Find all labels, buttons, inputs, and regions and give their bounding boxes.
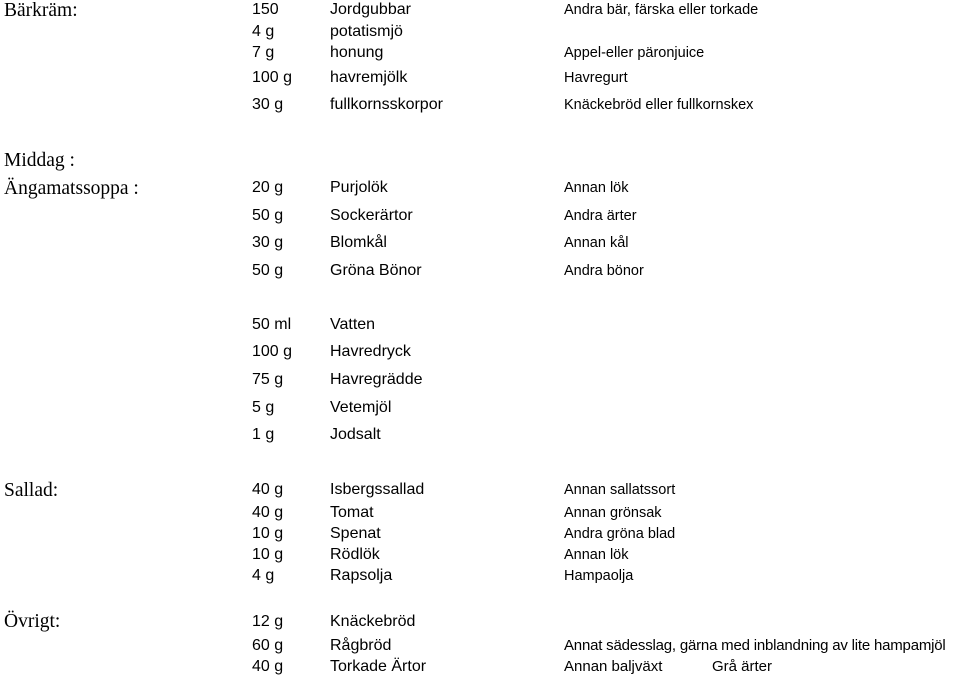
qty-cell: 75 g	[252, 371, 284, 388]
qty-cell: 50 ml	[252, 316, 292, 333]
ingredient-cell: Isbergssallad	[330, 481, 425, 498]
alternative-cell: Appel-eller päronjuice	[564, 45, 705, 61]
qty-cell: 10 g	[252, 546, 284, 563]
qty-cell: 50 g	[252, 207, 284, 224]
ingredient-cell: Spenat	[330, 525, 381, 542]
alternative-cell: Knäckebröd eller fullkornskex	[564, 97, 754, 113]
alternative-cell: Annan grönsak	[564, 505, 662, 521]
alternative-cell: Annan sallatssort	[564, 482, 676, 498]
alternative-cell-secondary: Grå ärter	[712, 658, 773, 675]
qty-cell: 30 g	[252, 234, 284, 251]
ingredient-cell: Jodsalt	[330, 426, 381, 443]
qty-cell: 100 g	[252, 69, 293, 86]
ingredient-cell: Vatten	[330, 316, 376, 333]
alternative-cell: Annan kål	[564, 235, 629, 251]
ingredient-cell: Vetemjöl	[330, 399, 392, 416]
alternative-cell: Andra bär, färska eller torkade	[564, 2, 759, 18]
qty-cell: 100 g	[252, 343, 293, 360]
qty-cell: 40 g	[252, 481, 284, 498]
ingredient-cell: Jordgubbar	[330, 1, 411, 18]
alternative-cell: Annan lök	[564, 180, 629, 196]
dish-heading-angamatssoppa: Ängamatssoppa :	[4, 178, 139, 199]
qty-cell: 40 g	[252, 658, 284, 675]
ingredient-cell: Blomkål	[330, 234, 387, 251]
alternative-cell: Annat sädesslag, gärna med inblandning av lite hampamjöl	[564, 637, 946, 654]
ingredient-cell: Havredryck	[330, 343, 411, 360]
ingredient-cell: fullkornsskorpor	[330, 96, 443, 113]
qty-cell: 60 g	[252, 637, 284, 654]
section-heading-middag: Middag :	[4, 150, 75, 171]
qty-cell: 12 g	[252, 613, 284, 630]
qty-cell: 1 g	[252, 426, 275, 443]
qty-cell: 30 g	[252, 96, 284, 113]
ingredient-cell: Torkade Ärtor	[330, 658, 427, 675]
qty-cell: 4 g	[252, 23, 275, 40]
ingredient-cell: Havregrädde	[330, 371, 423, 388]
alternative-cell: Annan baljväxt	[564, 658, 663, 675]
alternative-cell: Andra bönor	[564, 263, 644, 279]
ingredient-cell: Gröna Bönor	[330, 262, 422, 279]
qty-cell: 4 g	[252, 567, 275, 584]
ingredient-cell: havremjölk	[330, 69, 408, 86]
alternative-cell: Annan lök	[564, 547, 629, 563]
ingredient-cell: Rågbröd	[330, 637, 392, 654]
qty-cell: 40 g	[252, 504, 284, 521]
alternative-cell: Andra ärter	[564, 208, 637, 224]
alternative-cell: Andra gröna blad	[564, 526, 676, 542]
ingredient-cell: Rödlök	[330, 546, 380, 563]
qty-cell: 50 g	[252, 262, 284, 279]
qty-cell: 7 g	[252, 44, 275, 61]
ingredient-cell: Knäckebröd	[330, 613, 416, 630]
section-heading-barkram: Bärkräm:	[4, 0, 78, 21]
ingredient-cell: honung	[330, 44, 384, 61]
qty-cell: 5 g	[252, 399, 275, 416]
ingredient-cell: Purjolök	[330, 179, 388, 196]
ingredient-cell: potatismjö	[330, 23, 403, 40]
qty-cell: 150	[252, 1, 279, 18]
qty-cell: 10 g	[252, 525, 284, 542]
alternative-cell: Havregurt	[564, 70, 628, 86]
alternative-cell: Hampaolja	[564, 568, 634, 584]
ingredient-cell: Sockerärtor	[330, 207, 413, 224]
ingredient-cell: Tomat	[330, 504, 374, 521]
section-heading-sallad: Sallad:	[4, 480, 59, 501]
qty-cell: 20 g	[252, 179, 284, 196]
section-heading-ovrigt: Övrigt:	[4, 611, 61, 632]
ingredient-cell: Rapsolja	[330, 567, 393, 584]
